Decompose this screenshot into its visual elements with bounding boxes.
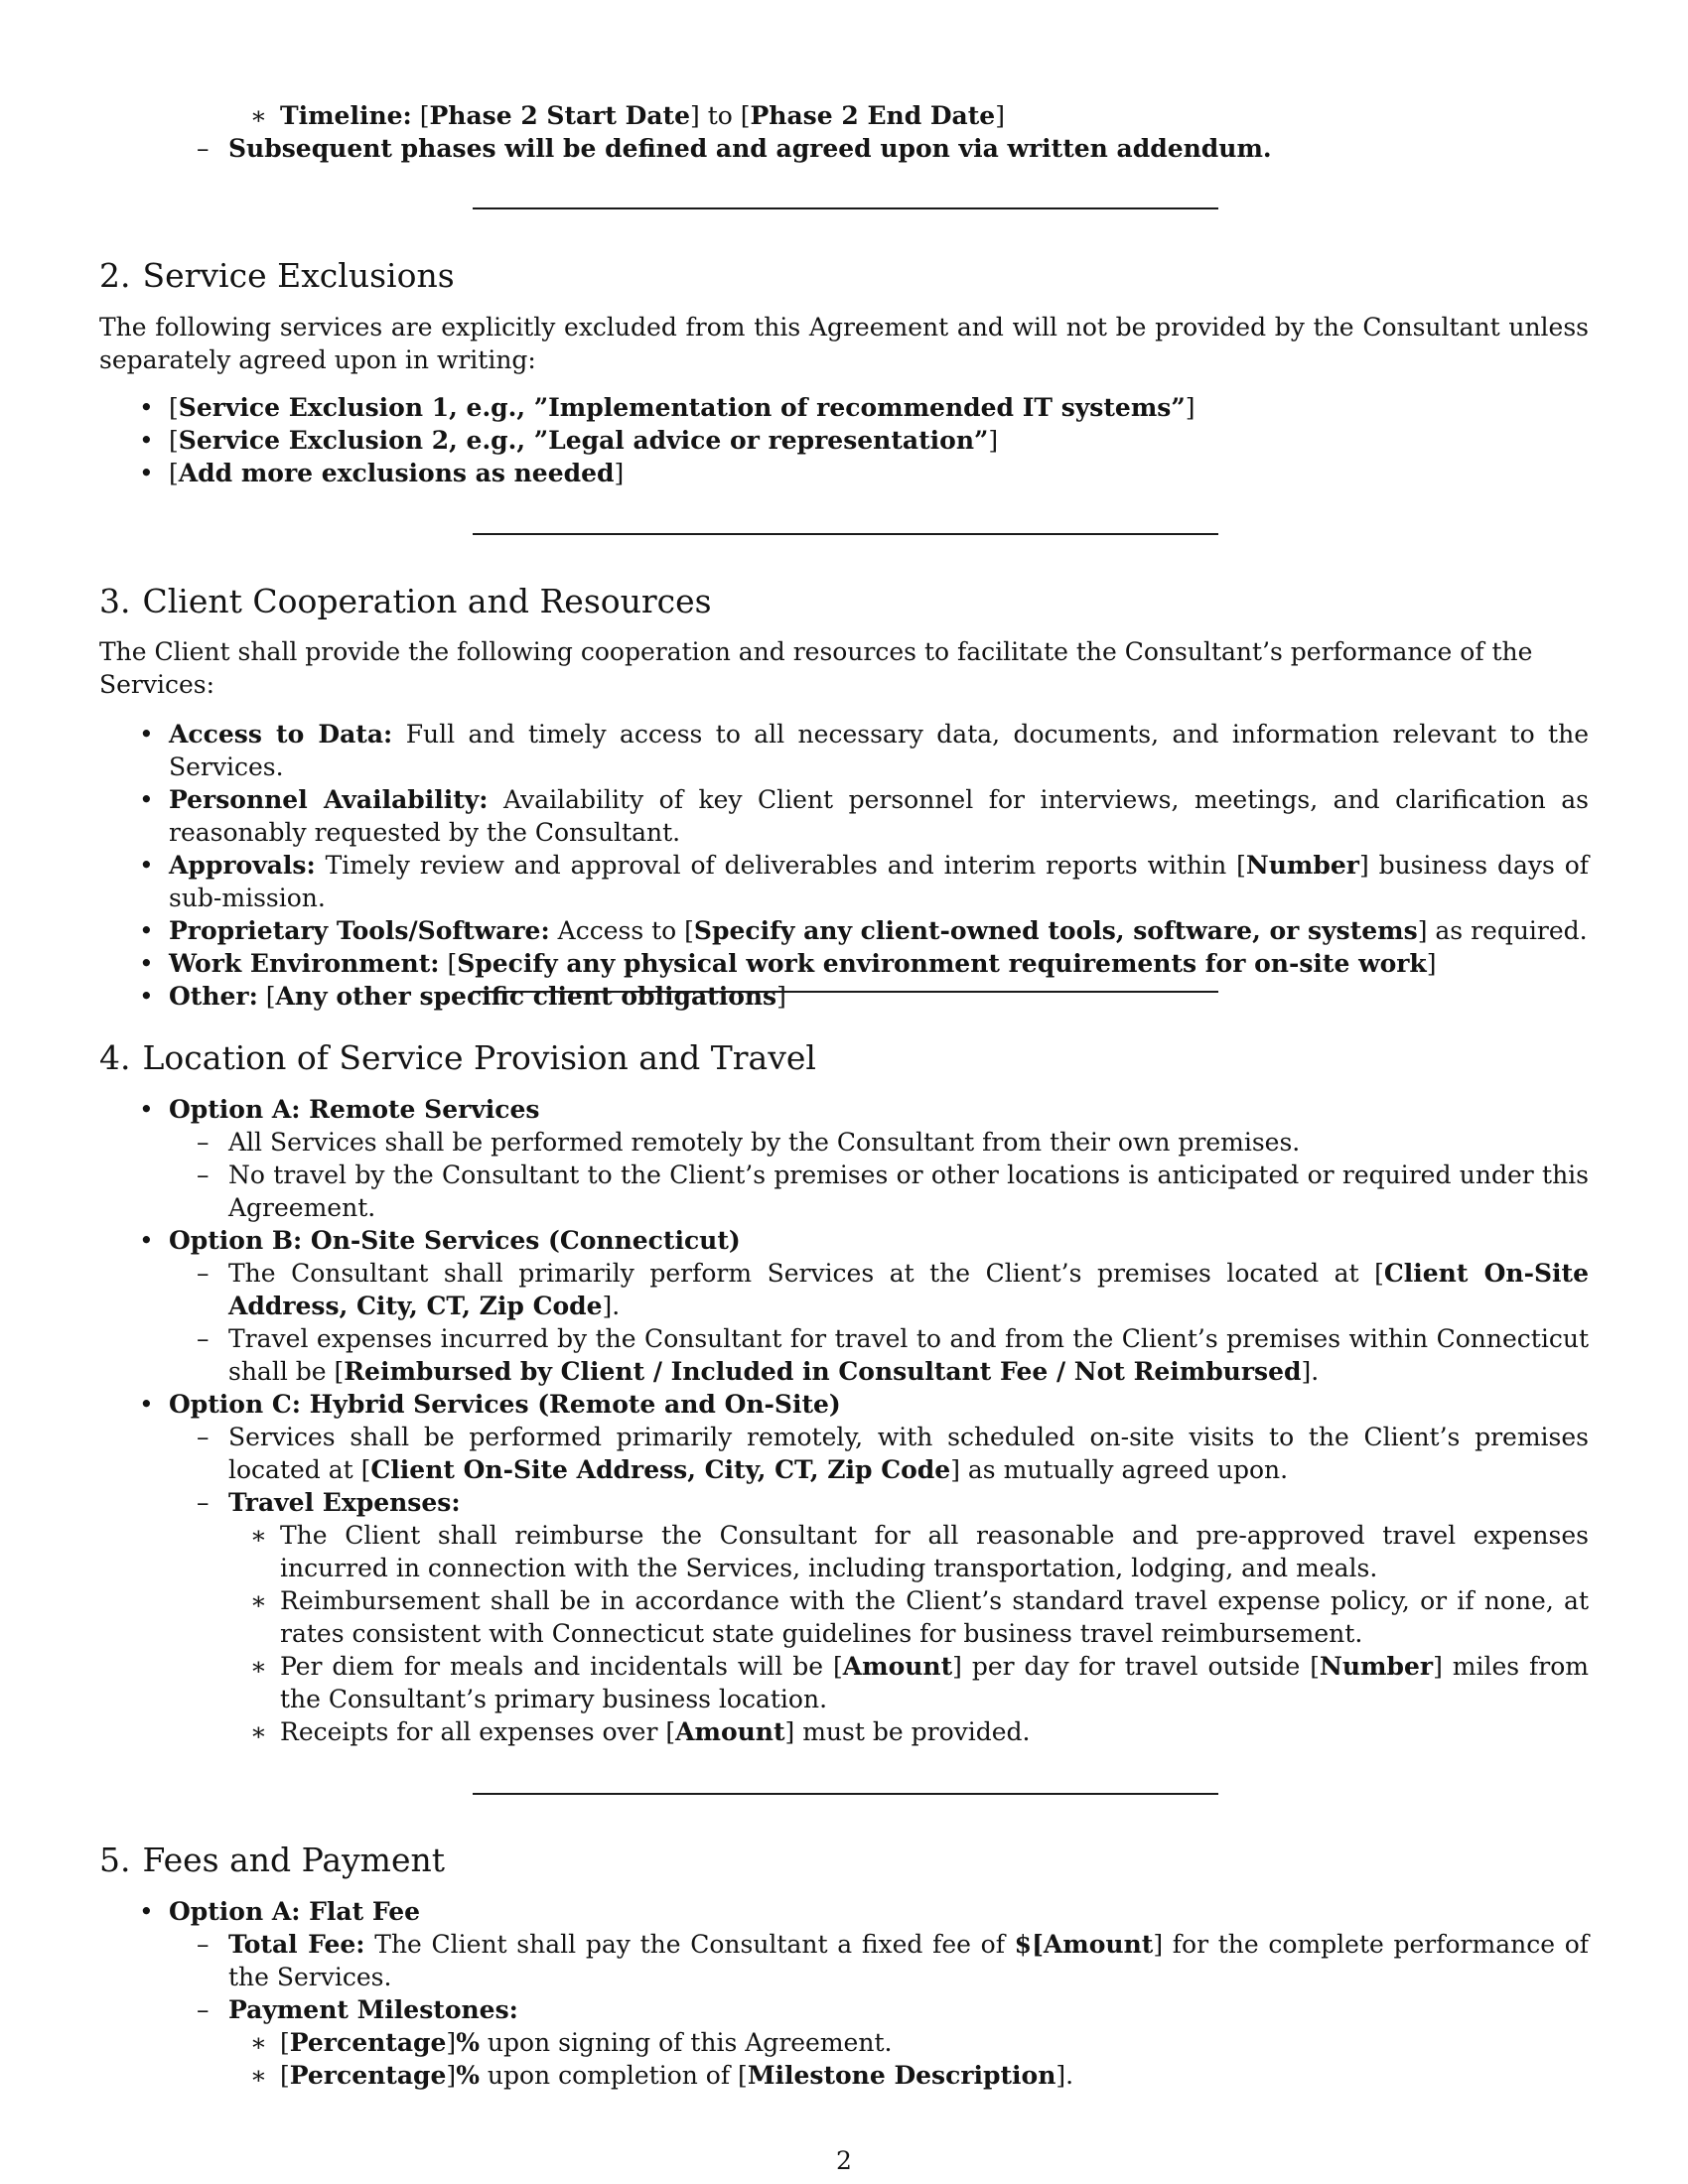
section-heading: 4. Location of Service Provision and Travel — [99, 1038, 816, 1077]
list-item: • Proprietary Tools/Software: Access to [Specify any client-owned tools, software, or systems] as required. — [99, 914, 1589, 947]
list-item: • Work Environment: [Specify any physical work environment requirements for on-site work] — [99, 947, 1589, 980]
list-item: – Payment Milestones: — [99, 1993, 1589, 2026]
section-divider — [473, 991, 1218, 993]
list-item: ∗ Timeline: [Phase 2 Start Date] to [Phase 2 End Date] — [99, 99, 1589, 132]
paragraph: The following services are explicitly excluded from this Agreement and will not be provided by the Consultant unless separately agreed upon in writing: — [99, 313, 1589, 374]
section-2-body — [99, 311, 1589, 489]
section-heading: 5. Fees and Payment — [99, 1841, 445, 1879]
list-item: • Option B: On-Site Services (Connecticut) — [99, 1224, 1589, 1257]
list-item: – Services shall be performed primarily remotely, with scheduled on-site visits to the Client’s premises located at [Client On-Site Address, City, CT, Zip Code] as mutually agreed upon. — [99, 1421, 1589, 1486]
list-item: ∗ Receipts for all expenses over [Amount] must be provided. — [99, 1715, 1589, 1748]
section-3-body — [99, 635, 1589, 1013]
section-5-body — [99, 1895, 1589, 2092]
list-item: • Other: [Any other specific client obligations] — [99, 980, 1589, 1013]
list-item: – Travel expenses incurred by the Consultant for travel to and from the Client’s premises within Connecticut shall be [Reimbursed by Client / Included in Consultant Fee / Not Reimbursed]. — [99, 1322, 1589, 1388]
list-item: • Option A: Remote Services — [99, 1093, 1589, 1126]
list-item: – No travel by the Consultant to the Client’s premises or other locations is anticipated or required under this Agreement. — [99, 1159, 1589, 1224]
list-item: ∗ Reimbursement shall be in accordance with the Client’s standard travel expense policy, or if none, at rates consistent with Connecticut state guidelines for business travel reimbursement. — [99, 1584, 1589, 1650]
list-item: • [Add more exclusions as needed] — [99, 457, 1589, 489]
phase-continuation — [99, 99, 1589, 165]
list-item: – Total Fee: The Client shall pay the Consultant a fixed fee of $[Amount] for the complete performance of the Services. — [99, 1928, 1589, 1993]
section-divider — [473, 533, 1218, 535]
list-item: • Option A: Flat Fee — [99, 1895, 1589, 1928]
section-divider — [473, 1793, 1218, 1795]
page-number: 2 — [836, 2146, 852, 2175]
list-item: – All Services shall be performed remotely by the Consultant from their own premises. — [99, 1126, 1589, 1159]
list-item: – Travel Expenses: — [99, 1486, 1589, 1519]
list-item: • Access to Data: Full and timely access to all necessary data, documents, and information relevant to the Services. — [99, 718, 1589, 783]
list-item: – Subsequent phases will be defined and agreed upon via written addendum. — [99, 132, 1589, 165]
list-item: – The Consultant shall primarily perform Services at the Client’s premises located at [Client On-Site Address, City, CT, Zip Code]. — [99, 1257, 1589, 1322]
section-heading: 2. Service Exclusions — [99, 256, 455, 295]
list-item: • Option C: Hybrid Services (Remote and On-Site) — [99, 1388, 1589, 1421]
section-4-body — [99, 1093, 1589, 1748]
list-item: ∗ [Percentage]% upon signing of this Agreement. — [99, 2026, 1589, 2059]
paragraph: The Client shall provide the following cooperation and resources to facilitate the Consultant’s performance of the Services: — [99, 637, 1533, 699]
list-item: • [Service Exclusion 1, e.g., ”Implementation of recommended IT systems”] — [99, 391, 1589, 424]
list-item: • Approvals: Timely review and approval of deliverables and interim reports within [Number] business days of sub-mission. — [99, 849, 1589, 914]
section-divider — [473, 207, 1218, 209]
section-heading: 3. Client Cooperation and Resources — [99, 582, 712, 620]
list-item: ∗ The Client shall reimburse the Consultant for all reasonable and pre-approved travel expenses incurred in connection with the Services, including transportation, lodging, and meals. — [99, 1519, 1589, 1584]
list-item: ∗ [Percentage]% upon completion of [Milestone Description]. — [99, 2059, 1589, 2092]
list-item: • [Service Exclusion 2, e.g., ”Legal advice or representation”] — [99, 424, 1589, 457]
list-item: • Personnel Availability: Availability of key Client personnel for interviews, meetings, and clarification as reasonably requested by the Consultant. — [99, 783, 1589, 849]
list-item: ∗ Per diem for meals and incidentals will be [Amount] per day for travel outside [Number] miles from the Consultant’s primary business location. — [99, 1650, 1589, 1715]
